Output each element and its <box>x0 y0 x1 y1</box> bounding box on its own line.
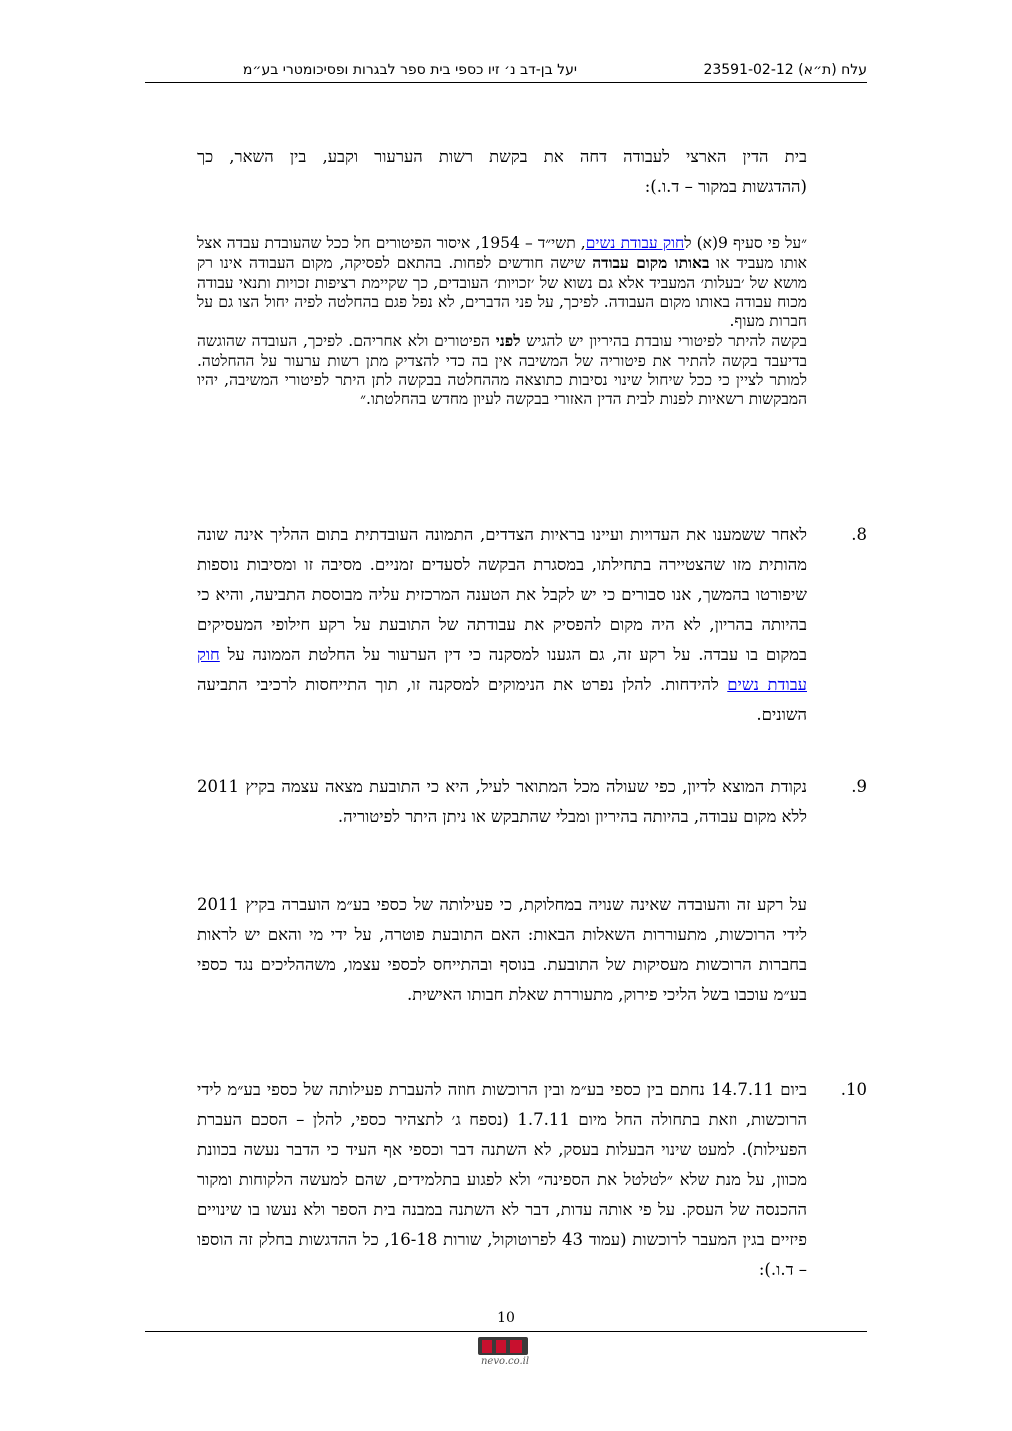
quote-text: הפיטורים ולא אחריהם. לפיכך, העובדה שהוגשה בדיעבד בקשה להתיר את פיטוריה של המשיבה אין בה כדי להצדיק מתן רשות ערעור על ההחלטה. למותר לציין כי ככל שיחול שינוי נסיבות כתוצאה מההחלטה בבקשה לתן היתר לפיטורי המשיבה, יהיו המבקשות רשאיות לפנות לבית הדין האזורי בבקשה לעיון מחדש בהחלטתו.״ <box>197 332 807 409</box>
quote-paragraph-1 <box>197 234 807 331</box>
section-number-10: 10. <box>840 1080 867 1099</box>
page-header <box>145 60 867 83</box>
section-8-text <box>197 520 807 730</box>
quote-text: בקשה להיתר לפיטורי עובדת בהיריון יש להגיש <box>520 332 808 351</box>
intro-paragraph <box>197 142 807 202</box>
section-10-text: ביום 14.7.11 נחתם בין כספי בע״מ ובין הרוכשות חוזה להעברת פעילותה של כספי בע״מ לידי הרוכשות, וזאת בתחולה החל מיום 1.7.11 (נספח ג׳ לתצהיר כספי, להלן – הסכם העברת הפעילות). למעט שינוי הבעלות בעסק, לא השתנה דבר וכספי אף העיד כי הדבר נעשה בכוונת מכוון, על מנת שלא ״לטלטל את הספינה״ ולא לפגוע בתלמידים, שהם למעשה הלקוחות ומקור ההכנסה של העסק. על פי אותה עדות, דבר לא השתנה במבנה בית הספר ולא נעשו בו שינויים פיזיים בגין המעבר לרוכשות (עמוד 43 לפרוטוקול, שורות 16-18, כל ההדגשות בחלק זה הוספו – ד.ו.): <box>197 1080 807 1279</box>
quote-paragraph-2 <box>197 331 807 409</box>
section-9-text: נקודת המוצא לדיון, כפי שעולה מכל המתואר לעיל, היא כי התובעת מצאה עצמה בקיץ 2011 ללא מקום עבודה, בהיותה בהיריון ומבלי שהתבקש או ניתן היתר לפיטוריה. <box>197 777 807 826</box>
section-number-9: 9. <box>851 777 867 796</box>
intro-line-1: בית הדין הארצי לעבודה דחה את בקשת רשות הערעור וקבע, בין השאר, כך <box>197 147 807 166</box>
section-number-8: 8. <box>851 525 867 544</box>
case-number: עלח (ת״א) 23591-02-12 <box>703 62 867 78</box>
court-quote <box>197 234 807 410</box>
quote-bold: באותו מקום עבודה <box>592 253 710 273</box>
paragraph-after-9: על רקע זה והעובדה שאינה שנויה במחלוקת, כי פעילותה של כספי בע״מ הועברה בקיץ 2011 לידי הרוכשות, מתעוררות השאלות הבאות: האם התובעת פוטרה, על ידי מי והאם יש לראות בחברות הרוכשות מעסיקות של התובעת. בנוסף ובהתייחס לכספי עצמו, משההליכים נגד כספי בע״מ עוכבו בשל הליכי פירוק, מתעוררת שאלת חבותו האישית. <box>197 895 807 1004</box>
law-link[interactable]: חוק עבודת נשים <box>197 645 807 694</box>
intro-line-2: (ההדגשות במקור – ד.ו.): <box>644 177 807 196</box>
case-title: יעל בן-דב נ׳ זיו כספי בית ספר לבגרות ופסיכומטרי בע״מ <box>242 62 577 78</box>
section-text: לאחר ששמענו את העדויות ועיינו בראיות הצדדים, התמונה העובדתית בתום ההליך אינה שונה מהותית מזו שהצטיירה בתחילתו, במסגרת הבקשה לסעדים זמניים. מסיבה זו ומסיבות נוספות שיפורטו בהמשך, אנו סבורים כי יש לקבל את הטענה המרכזית עליה מבוססת התביעה, והיא כי בהיותה בהריון, לא היה מקום להפסיק את עבודתה של התובעת על רקע חילופי המעסיקים במקום בו עבדה. על רקע זה, גם הגענו למסקנה כי דין הערעור על החלטת הממונה על <box>197 525 807 664</box>
section-text: להידחות. להלן נפרט את הנימוקים למסקנה זו, תוך התייחסות לרכיבי התביעה השונים. <box>197 675 807 724</box>
quote-bold: לפני <box>495 331 521 351</box>
footer-divider <box>145 1331 867 1332</box>
quote-text: ״על פי סעיף 9(א) ל <box>684 234 807 252</box>
logo-url: nevo.co.il <box>480 1356 530 1366</box>
page-number: 10 <box>497 1310 515 1326</box>
quote-text: , תשי״ד – 1954, איסור הפיטורים חל ככל שהעובדת עבדה אצל אותו מעביד או <box>197 234 807 273</box>
nevo-logo <box>460 1336 550 1366</box>
law-link[interactable]: חוק עבודת נשים <box>585 234 685 252</box>
quote-text: שישה חודשים לפחות. בהתאם לפסיקה, מקום העבודה אינו רק מושא של ׳בעלות׳ המעביד אלא גם נשוא של ׳זכויות׳ העובדים, כך שקיימת רציפות זכויות ותנאי עבודה מכוח עבודה באותו מקום העבודה. לפיכך, על פני הדברים, לא נפל פגם בהחלטה לפיה יחול הצו גם על חברות מעוף. <box>197 254 807 331</box>
